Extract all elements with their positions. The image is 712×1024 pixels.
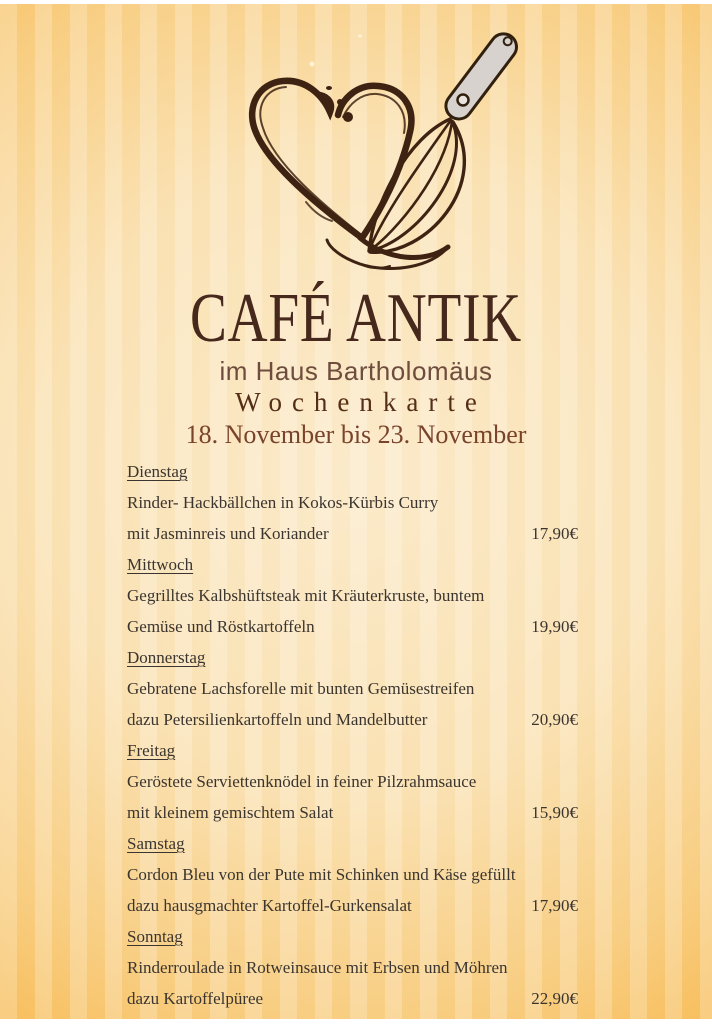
- restaurant-name: CAFÉ ANTIK: [189, 280, 523, 357]
- dish-line: Rinderroulade in Rotweinsauce mit Erbsen und Möhren: [127, 958, 508, 977]
- menu-day-section-samstag: [127, 828, 578, 921]
- weekly-menu: [127, 456, 578, 1014]
- dish-line: Gemüse und Röstkartoffeln: [127, 617, 315, 636]
- day-heading: Dienstag: [127, 462, 188, 481]
- day-heading: Freitag: [127, 741, 176, 760]
- dish-price: 17,90€: [531, 524, 578, 543]
- menu-day-section-sonntag: [127, 921, 578, 1014]
- menu-day-section-dienstag: [127, 456, 578, 549]
- menu-day-section-donnerstag: [127, 642, 578, 735]
- day-heading: Samstag: [127, 834, 185, 853]
- dish-price: 20,90€: [531, 710, 578, 729]
- dish-line: Rinder- Hackbällchen in Kokos-Kürbis Curry: [127, 493, 439, 512]
- dish-price: 17,90€: [531, 896, 578, 915]
- header: [0, 280, 712, 450]
- day-heading: Mittwoch: [127, 555, 194, 574]
- dish-line: Cordon Bleu von der Pute mit Schinken und Käse gefüllt: [127, 865, 516, 884]
- dish-line: mit Jasminreis und Koriander: [127, 524, 329, 543]
- menu-title: Wochenkarte: [235, 387, 487, 417]
- sparkle-icon: [358, 34, 362, 38]
- day-heading: Sonntag: [127, 927, 183, 946]
- heart-whisk-illustration: [210, 16, 540, 281]
- menu-day-section-mittwoch: [127, 549, 578, 642]
- dish-line: mit kleinem gemischtem Salat: [127, 803, 334, 822]
- dish-line: dazu Petersilienkartoffeln und Mandelbutter: [127, 710, 428, 729]
- dish-price: 15,90€: [531, 803, 578, 822]
- sparkle-icon: [310, 62, 315, 67]
- menu-day-section-freitag: [127, 735, 578, 828]
- dish-line: dazu Kartoffelpüree: [127, 989, 264, 1008]
- dish-line: Gebratene Lachsforelle mit bunten Gemüsestreifen: [127, 679, 475, 698]
- date-range: 18. November bis 23. November: [185, 420, 527, 449]
- whisk-handle: [441, 29, 522, 125]
- dish-price: 19,90€: [531, 617, 578, 636]
- dish-price: 22,90€: [531, 989, 578, 1008]
- day-heading: Donnerstag: [127, 648, 206, 667]
- dish-line: dazu hausgmachter Kartoffel-Gurkensalat: [127, 896, 412, 915]
- dish-line: Geröstete Serviettenknödel in feiner Pilzrahmsauce: [127, 772, 477, 791]
- restaurant-subtitle: im Haus Bartholomäus: [219, 356, 493, 386]
- dish-line: Gegrilltes Kalbshüftsteak mit Kräuterkruste, buntem: [127, 586, 485, 605]
